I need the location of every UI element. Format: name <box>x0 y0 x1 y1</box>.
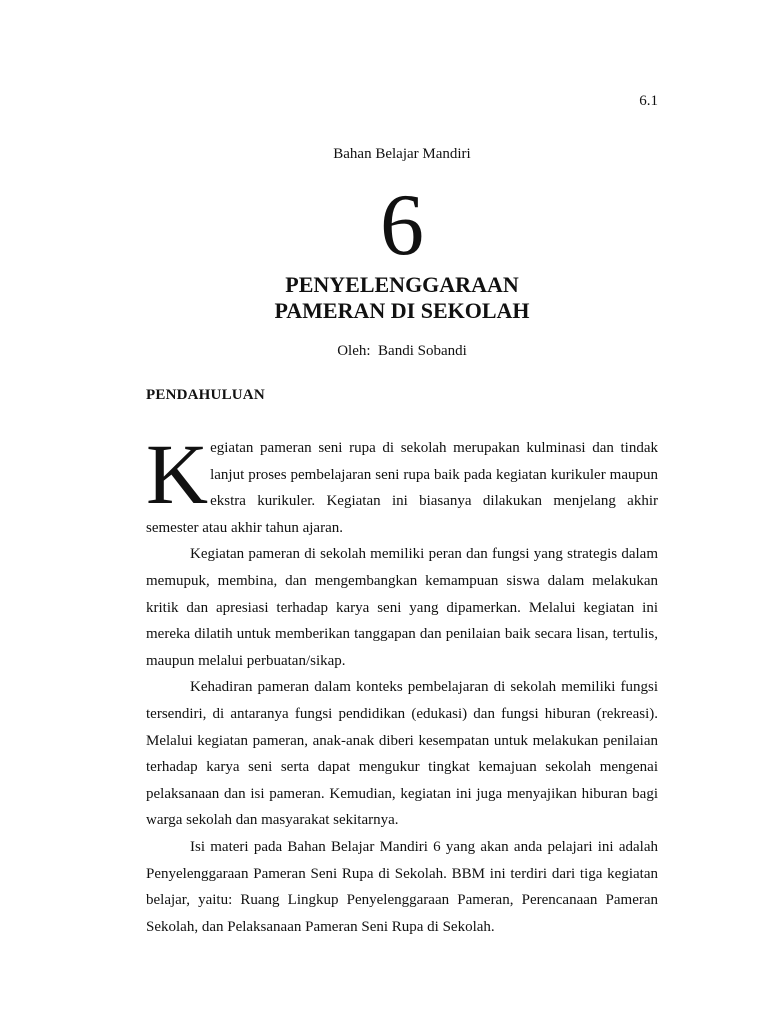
paragraph-4: Isi materi pada Bahan Belajar Mandiri 6 yang akan anda pelajari ini adalah Penyelenggaraan Pameran Seni Rupa di Sekolah. BBM ini terdiri dari tiga kegiatan belajar, yaitu: Ruang Lingkup Penyelenggaraan Pameran, Perencanaan Pameran Sekolah, dan Pelaksanaan Pameran Seni Rupa di Sekolah. <box>146 838 658 935</box>
drop-cap: K <box>146 426 209 522</box>
body-text <box>146 426 658 940</box>
chapter-title <box>18 272 768 324</box>
paragraph-1 <box>146 426 658 541</box>
author-line: Oleh: Bandi Sobandi <box>337 343 467 359</box>
chapter-number: 6 <box>380 177 424 274</box>
chapter-title-line-1: PENYELENGGARAAN <box>285 272 519 297</box>
paragraph-1-text: egiatan pameran seni rupa di sekolah merupakan kulminasi dan tindak lanjut proses pembelajaran seni rupa baik pada kegiatan kurikuler maupun ekstra kurikuler. Kegiatan ini biasanya dilakukan menjelang akhir semester atau akhir tahun ajaran. <box>146 440 658 536</box>
page-number: 6.1 <box>639 93 658 109</box>
paragraph-3: Kehadiran pameran dalam konteks pembelajaran di sekolah memiliki fungsi tersendiri, di antaranya fungsi pendidikan (edukasi) dan fungsi hiburan (rekreasi). Melalui kegiatan pameran, anak-anak diberi kesempatan untuk melakukan penilaian terhadap karya seni serta dapat mengukur tingkat kemajuan sekolah mengenai pelaksanaan dan isi pameran. Kemudian, kegiatan ini juga menyajikan hiburan bagi warga sekolah dan masyarakat sekitarnya. <box>146 679 658 829</box>
paragraph-2: Kegiatan pameran di sekolah memiliki peran dan fungsi yang strategis dalam memupuk, membina, dan mengembangkan kemampuan siswa dalam melakukan kritik dan apresiasi terhadap karya seni yang dipamerkan. Melalui kegiatan ini mereka dilatih untuk memberikan tanggapan dan penilaian baik secara lisan, tertulis, maupun melalui perbuatan/sikap. <box>146 546 658 669</box>
section-heading: PENDAHULUAN <box>146 387 265 403</box>
series-label: Bahan Belajar Mandiri <box>333 146 471 162</box>
chapter-title-line-2: PAMERAN DI SEKOLAH <box>274 298 530 323</box>
